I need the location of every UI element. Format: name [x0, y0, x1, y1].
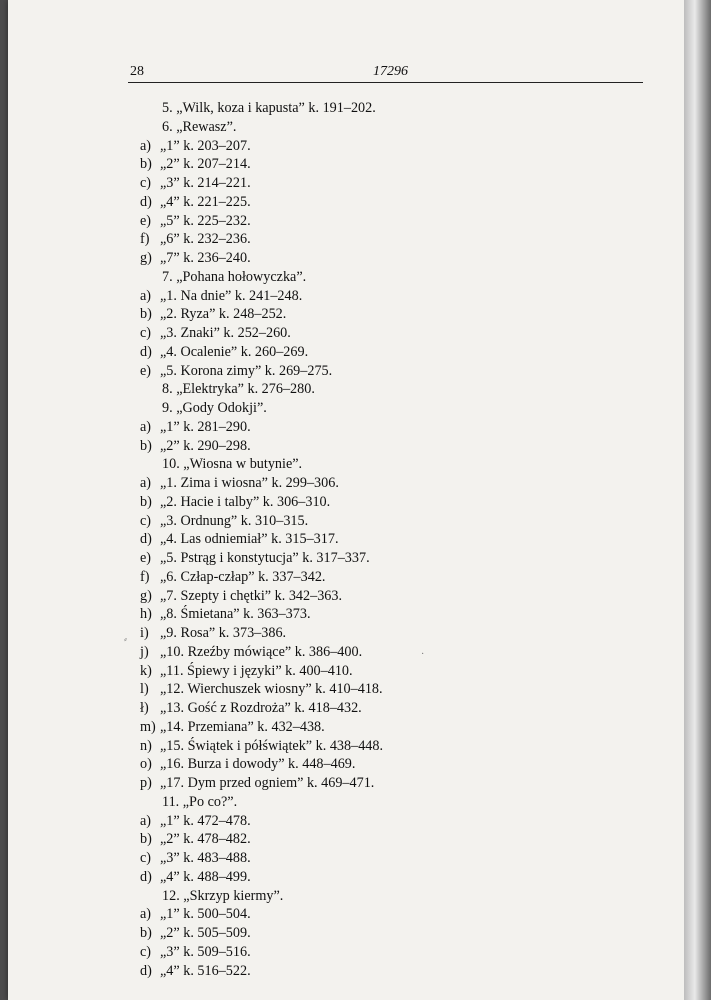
entry-text: „4” k. 516–522.: [160, 962, 251, 979]
list-item: [140, 812, 580, 831]
list-item: [140, 474, 580, 493]
item-letter: a): [140, 418, 152, 435]
entry-text: „3” k. 483–488.: [160, 850, 251, 866]
item-letter: c): [140, 512, 152, 529]
section-entry: [140, 887, 580, 906]
list-item: [140, 418, 580, 437]
item-letter: b): [140, 925, 152, 941]
entry-text: „4. Ocalenie” k. 260–269.: [160, 343, 309, 360]
entry-text: 10. „Wiosna w butynie”.: [162, 456, 303, 473]
entry-text: „2. Hacie i talby” k. 306–310.: [160, 493, 331, 510]
entry-text: „4” k. 488–499.: [160, 868, 251, 885]
list-item: [140, 343, 580, 362]
entry-text: „3. Znaki” k. 252–260.: [160, 325, 291, 341]
entry-text: „9. Rosa” k. 373–386.: [160, 625, 287, 641]
list-item: [140, 755, 580, 774]
entry-text: 12. „Skrzyp kiermy”.: [162, 887, 284, 904]
item-letter: d): [140, 193, 152, 210]
section-entry: [140, 268, 580, 287]
entry-text: „5. Pstrąg i konstytucja” k. 317–337.: [160, 550, 370, 566]
page-number: 28: [130, 64, 144, 79]
list-item: [140, 249, 580, 268]
page-header: [128, 62, 643, 83]
list-item: [140, 512, 580, 531]
entry-text: „12. Wierchuszek wiosny” k. 410–418.: [160, 681, 383, 698]
list-item: [140, 699, 580, 718]
entry-text: „5” k. 225–232.: [160, 212, 251, 229]
list-item: [140, 718, 580, 737]
section-entry: [140, 99, 580, 118]
list-item: [140, 324, 580, 343]
section-entry: [140, 455, 580, 474]
item-letter: e): [140, 212, 152, 229]
item-letter: f): [140, 568, 150, 585]
item-letter: m): [140, 718, 156, 735]
entry-text: 8. „Elektryka” k. 276–280.: [162, 381, 315, 398]
ink-dot: ·: [421, 649, 425, 660]
item-letter: e): [140, 362, 152, 379]
entry-text: „16. Burza i dowody” k. 448–469.: [160, 756, 356, 773]
list-item: [140, 137, 580, 156]
item-letter: a): [140, 287, 152, 304]
item-letter: c): [140, 943, 152, 960]
entry-text: „6. Człap-człap” k. 337–342.: [160, 568, 326, 585]
entry-text: „3. Ordnung” k. 310–315.: [160, 512, 309, 529]
entry-text: „1” k. 281–290.: [160, 418, 251, 435]
list-item: [140, 174, 580, 193]
item-letter: a): [140, 812, 152, 829]
item-letter: f): [140, 231, 150, 248]
document-page: [8, 0, 684, 1000]
list-item: [140, 362, 580, 381]
entry-text: 6. „Rewasz”.: [162, 118, 237, 135]
list-item: [140, 287, 580, 306]
item-letter: h): [140, 606, 152, 623]
entry-text: 9. „Gody Odokji”.: [162, 400, 267, 416]
section-entry: [140, 118, 580, 137]
entry-text: „15. Świątek i półświątek” k. 438–448.: [160, 737, 384, 754]
list-item: [140, 905, 580, 924]
list-item: [140, 943, 580, 962]
entry-text: „5. Korona zimy” k. 269–275.: [160, 362, 333, 379]
item-letter: b): [140, 493, 152, 510]
list-item: [140, 437, 580, 456]
item-letter: d): [140, 868, 152, 885]
entry-text: „2” k. 505–509.: [160, 925, 251, 941]
entry-text: „17. Dym przed ogniem” k. 469–471.: [160, 775, 375, 791]
list-item: [140, 212, 580, 231]
entry-text: „6” k. 232–236.: [160, 231, 251, 248]
entry-text: „11. Śpiewy i języki” k. 400–410.: [160, 662, 353, 679]
section-entry: [140, 793, 580, 812]
item-letter: k): [140, 662, 152, 679]
contents-list: [140, 99, 580, 980]
item-letter: c): [140, 850, 152, 866]
list-item: [140, 568, 580, 587]
item-letter: g): [140, 587, 152, 604]
item-letter: n): [140, 737, 152, 754]
list-item: [140, 924, 580, 943]
list-item: [140, 530, 580, 549]
item-letter: d): [140, 531, 152, 548]
entry-text: „3” k. 509–516.: [160, 943, 251, 960]
entry-text: „2” k. 478–482.: [160, 831, 251, 848]
entry-text: „2” k. 290–298.: [160, 437, 251, 454]
list-item: [140, 305, 580, 324]
item-letter: b): [140, 156, 152, 173]
item-letter: l): [140, 681, 149, 698]
item-letter: c): [140, 175, 152, 191]
entry-text: 7. „Pohana hołowyczka”.: [162, 268, 307, 285]
entry-text: „3” k. 214–221.: [160, 175, 251, 191]
catalog-number: 17296: [373, 64, 408, 79]
entry-text: „10. Rzeźby mówiące” k. 386–400.: [160, 643, 363, 660]
list-item: [140, 193, 580, 212]
entry-text: 5. „Wilk, koza i kapusta” k. 191–202.: [162, 100, 376, 116]
item-letter: o): [140, 756, 152, 773]
entry-text: „1” k. 472–478.: [160, 812, 251, 829]
entry-text: 11. „Po co?”.: [162, 793, 238, 810]
entry-text: „2. Ryza” k. 248–252.: [160, 306, 287, 323]
entry-text: „1. Na dnie” k. 241–248.: [160, 287, 303, 304]
list-item: [140, 587, 580, 606]
item-letter: g): [140, 250, 152, 266]
list-item: [140, 155, 580, 174]
entry-text: „8. Śmietana” k. 363–373.: [160, 606, 311, 623]
list-item: [140, 680, 580, 699]
list-item: [140, 849, 580, 868]
next-page-edge: [684, 0, 711, 1000]
list-item: [140, 605, 580, 624]
entry-text: „14. Przemiana” k. 432–438.: [160, 718, 325, 735]
entry-text: „13. Gość z Rozdroża” k. 418–432.: [160, 700, 362, 716]
entry-text: „7. Szepty i chętki” k. 342–363.: [160, 587, 343, 604]
item-letter: d): [140, 962, 152, 979]
entry-text: „4” k. 221–225.: [160, 193, 251, 210]
list-item: [140, 549, 580, 568]
item-letter: a): [140, 475, 152, 491]
entry-text: „4. Las odniemiał” k. 315–317.: [160, 531, 339, 548]
list-item: [140, 868, 580, 887]
item-letter: b): [140, 437, 152, 454]
item-letter: ł): [140, 700, 149, 716]
list-item: [140, 643, 580, 662]
entry-text: „1” k. 500–504.: [160, 906, 251, 923]
margin-mark: ⸗: [124, 634, 127, 644]
entry-text: „1. Zima i wiosna” k. 299–306.: [160, 475, 339, 491]
list-item: [140, 774, 580, 793]
item-letter: p): [140, 775, 152, 791]
item-letter: e): [140, 550, 152, 566]
item-letter: j): [140, 643, 149, 660]
list-item: [140, 962, 580, 981]
list-item: [140, 230, 580, 249]
item-letter: b): [140, 306, 152, 323]
item-letter: a): [140, 137, 152, 154]
item-letter: b): [140, 831, 152, 848]
section-entry: [140, 380, 580, 399]
item-letter: a): [140, 906, 152, 923]
list-item: [140, 493, 580, 512]
list-item: [140, 830, 580, 849]
list-item: [140, 737, 580, 756]
list-item: [140, 624, 580, 643]
item-letter: i): [140, 625, 149, 641]
list-item: [140, 662, 580, 681]
section-entry: [140, 399, 580, 418]
item-letter: c): [140, 325, 152, 341]
entry-text: „1” k. 203–207.: [160, 137, 251, 154]
entry-text: „2” k. 207–214.: [160, 156, 251, 173]
entry-text: „7” k. 236–240.: [160, 250, 251, 266]
item-letter: d): [140, 343, 152, 360]
